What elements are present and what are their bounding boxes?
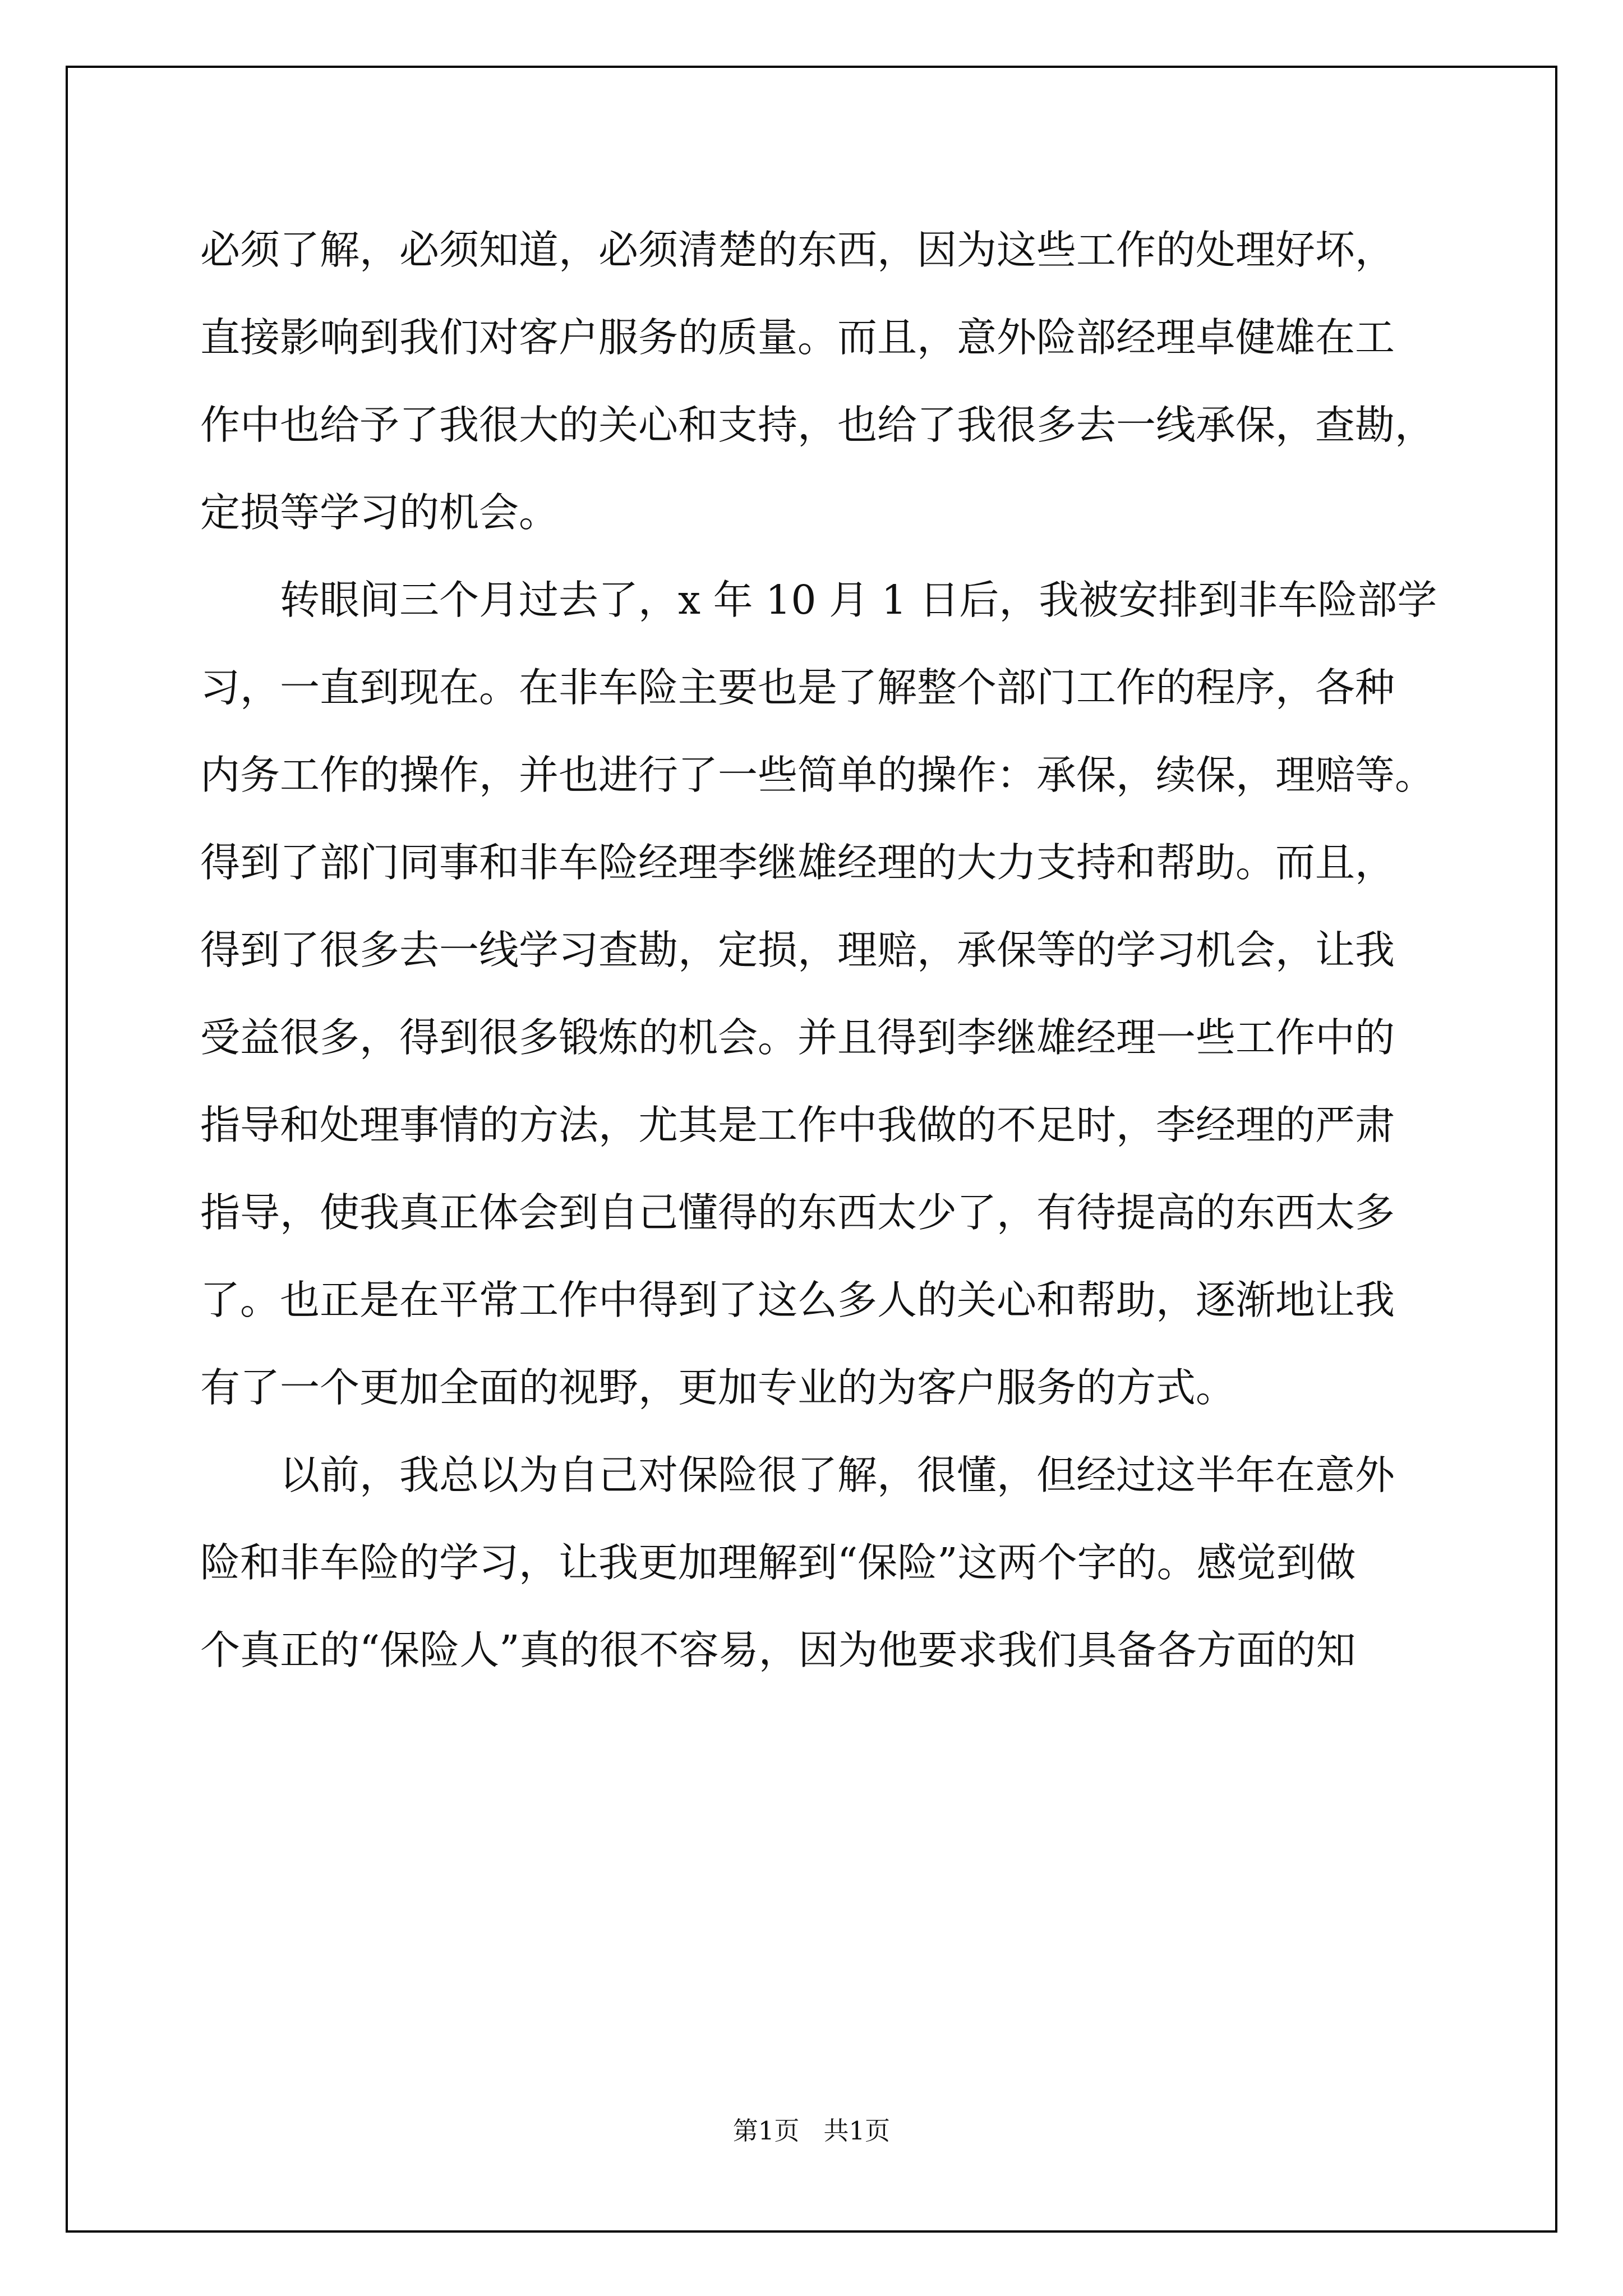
page-number-footer: 第1页 共1页: [732, 2116, 891, 2146]
body-line: 受益很多，得到很多锻炼的机会。并且得到李继雄经理一些工作中的: [200, 1014, 1395, 1061]
body-line: 了。也正是在平常工作中得到了这么多人的关心和帮助，逐渐地让我: [200, 1277, 1395, 1323]
body-line: 直接影响到我们对客户服务的质量。而且，意外险部经理卓健雄在工: [200, 314, 1395, 361]
body-line: 必须了解，必须知道，必须清楚的东西，因为这些工作的处理好坏，: [200, 227, 1395, 273]
body-line: 指导，使我真正体会到自己懂得的东西太少了，有待提高的东西太多: [200, 1189, 1395, 1236]
document-body: [200, 206, 1437, 1694]
body-line: 险和非车险的学习，让我更加理解到“保险”这两个字的。感觉到做: [200, 1539, 1356, 1586]
body-line: 个真正的“保险人”真的很不容易，因为他要求我们具备各方面的知: [200, 1627, 1356, 1673]
body-line: 得到了部门同事和非车险经理李继雄经理的大力支持和帮助。而且，: [200, 839, 1395, 886]
body-line: 得到了很多去一线学习查勘，定损，理赔，承保等的学习机会，让我: [200, 927, 1395, 973]
body-line: 定损等学习的机会。: [200, 489, 559, 536]
paragraph-start-line: 以前，我总以为自己对保险很了解，很懂，但经过这半年在意外: [280, 1452, 1395, 1498]
body-line: 作中也给予了我很大的关心和支持，也给了我很多去一线承保，查勘，: [200, 402, 1435, 448]
body-line: 有了一个更加全面的视野，更加专业的为客户服务的方式。: [200, 1364, 1236, 1411]
body-line: 内务工作的操作，并也进行了一些简单的操作：承保，续保，理赔等。: [200, 752, 1435, 798]
body-line: 指导和处理事情的方法，尤其是工作中我做的不足时，李经理的严肃: [200, 1102, 1395, 1148]
body-line: 习，一直到现在。在非车险主要也是了解整个部门工作的程序，各种: [200, 664, 1395, 711]
paragraph-start-line: 转眼间三个月过去了，x 年 10 月 1 日后，我被安排到非车险部学: [280, 577, 1437, 623]
